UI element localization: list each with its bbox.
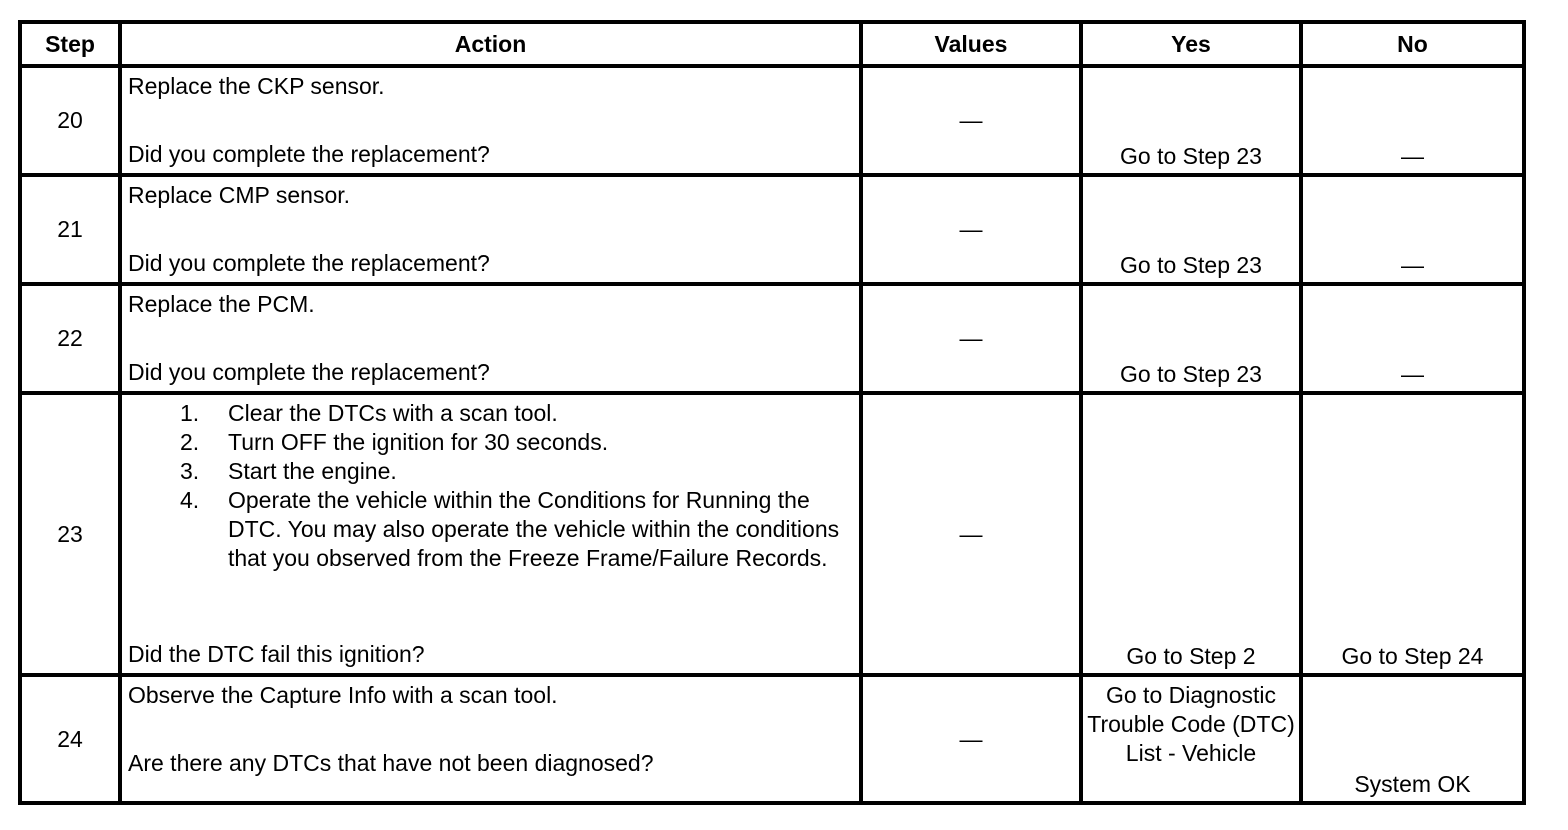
step-number: 22 <box>20 284 120 393</box>
header-action: Action <box>120 22 861 66</box>
diagnostic-table-container <box>18 20 1522 805</box>
values-cell: — <box>861 393 1081 675</box>
yes-cell: Go to Step 23 <box>1081 284 1301 393</box>
list-item <box>180 428 853 457</box>
values-cell: — <box>861 66 1081 175</box>
action-question: Did you complete the replacement? <box>128 141 490 167</box>
list-item <box>180 486 853 573</box>
list-item-text: Operate the vehicle within the Conditions for Running the DTC. You may also operate the vehicle within the conditions that you observed from the Freeze Frame/Failure Records. <box>228 487 840 571</box>
action-question: Are there any DTCs that have not been diagnosed? <box>128 750 654 776</box>
action-instruction: Replace the PCM. <box>128 291 315 317</box>
no-cell: — <box>1301 284 1524 393</box>
action-cell <box>120 284 861 393</box>
list-item-text: Clear the DTCs with a scan tool. <box>228 400 558 426</box>
action-cell <box>120 393 861 675</box>
list-item-number: 4. <box>180 487 200 513</box>
list-item-text: Start the engine. <box>228 458 397 484</box>
no-cell: Go to Step 24 <box>1301 393 1524 675</box>
list-item-number: 2. <box>180 429 200 455</box>
no-cell: — <box>1301 66 1524 175</box>
no-cell: — <box>1301 175 1524 284</box>
table-row <box>20 393 1524 675</box>
procedure-list <box>128 399 853 573</box>
table-row <box>20 675 1524 803</box>
action-instruction: Replace the CKP sensor. <box>128 73 385 99</box>
action-question: Did you complete the replacement? <box>128 250 490 276</box>
yes-cell: Go to Step 2 <box>1081 393 1301 675</box>
table-row <box>20 66 1524 175</box>
list-item-text: Turn OFF the ignition for 30 seconds. <box>228 429 609 455</box>
list-item <box>180 399 853 428</box>
table-row <box>20 284 1524 393</box>
values-cell: — <box>861 175 1081 284</box>
values-cell: — <box>861 284 1081 393</box>
yes-cell: Go to Step 23 <box>1081 66 1301 175</box>
header-no: No <box>1301 22 1524 66</box>
step-number: 24 <box>20 675 120 803</box>
table-header-row <box>20 22 1524 66</box>
action-question: Did you complete the replacement? <box>128 359 490 385</box>
list-item-number: 1. <box>180 400 200 426</box>
action-cell <box>120 66 861 175</box>
list-item <box>180 457 853 486</box>
header-yes: Yes <box>1081 22 1301 66</box>
header-values: Values <box>861 22 1081 66</box>
action-instruction: Replace CMP sensor. <box>128 182 351 208</box>
values-cell: — <box>861 675 1081 803</box>
action-cell <box>120 675 861 803</box>
list-item-number: 3. <box>180 458 200 484</box>
action-instruction: Observe the Capture Info with a scan tool. <box>128 682 558 708</box>
no-cell: System OK <box>1301 675 1524 803</box>
action-cell <box>120 175 861 284</box>
diagnostic-steps-table <box>18 20 1526 805</box>
action-question: Did the DTC fail this ignition? <box>128 641 425 667</box>
table-row <box>20 175 1524 284</box>
step-number: 21 <box>20 175 120 284</box>
yes-cell: Go to Diagnostic Trouble Code (DTC) List - Vehicle <box>1081 675 1301 803</box>
step-number: 23 <box>20 393 120 675</box>
header-step: Step <box>20 22 120 66</box>
step-number: 20 <box>20 66 120 175</box>
yes-cell: Go to Step 23 <box>1081 175 1301 284</box>
